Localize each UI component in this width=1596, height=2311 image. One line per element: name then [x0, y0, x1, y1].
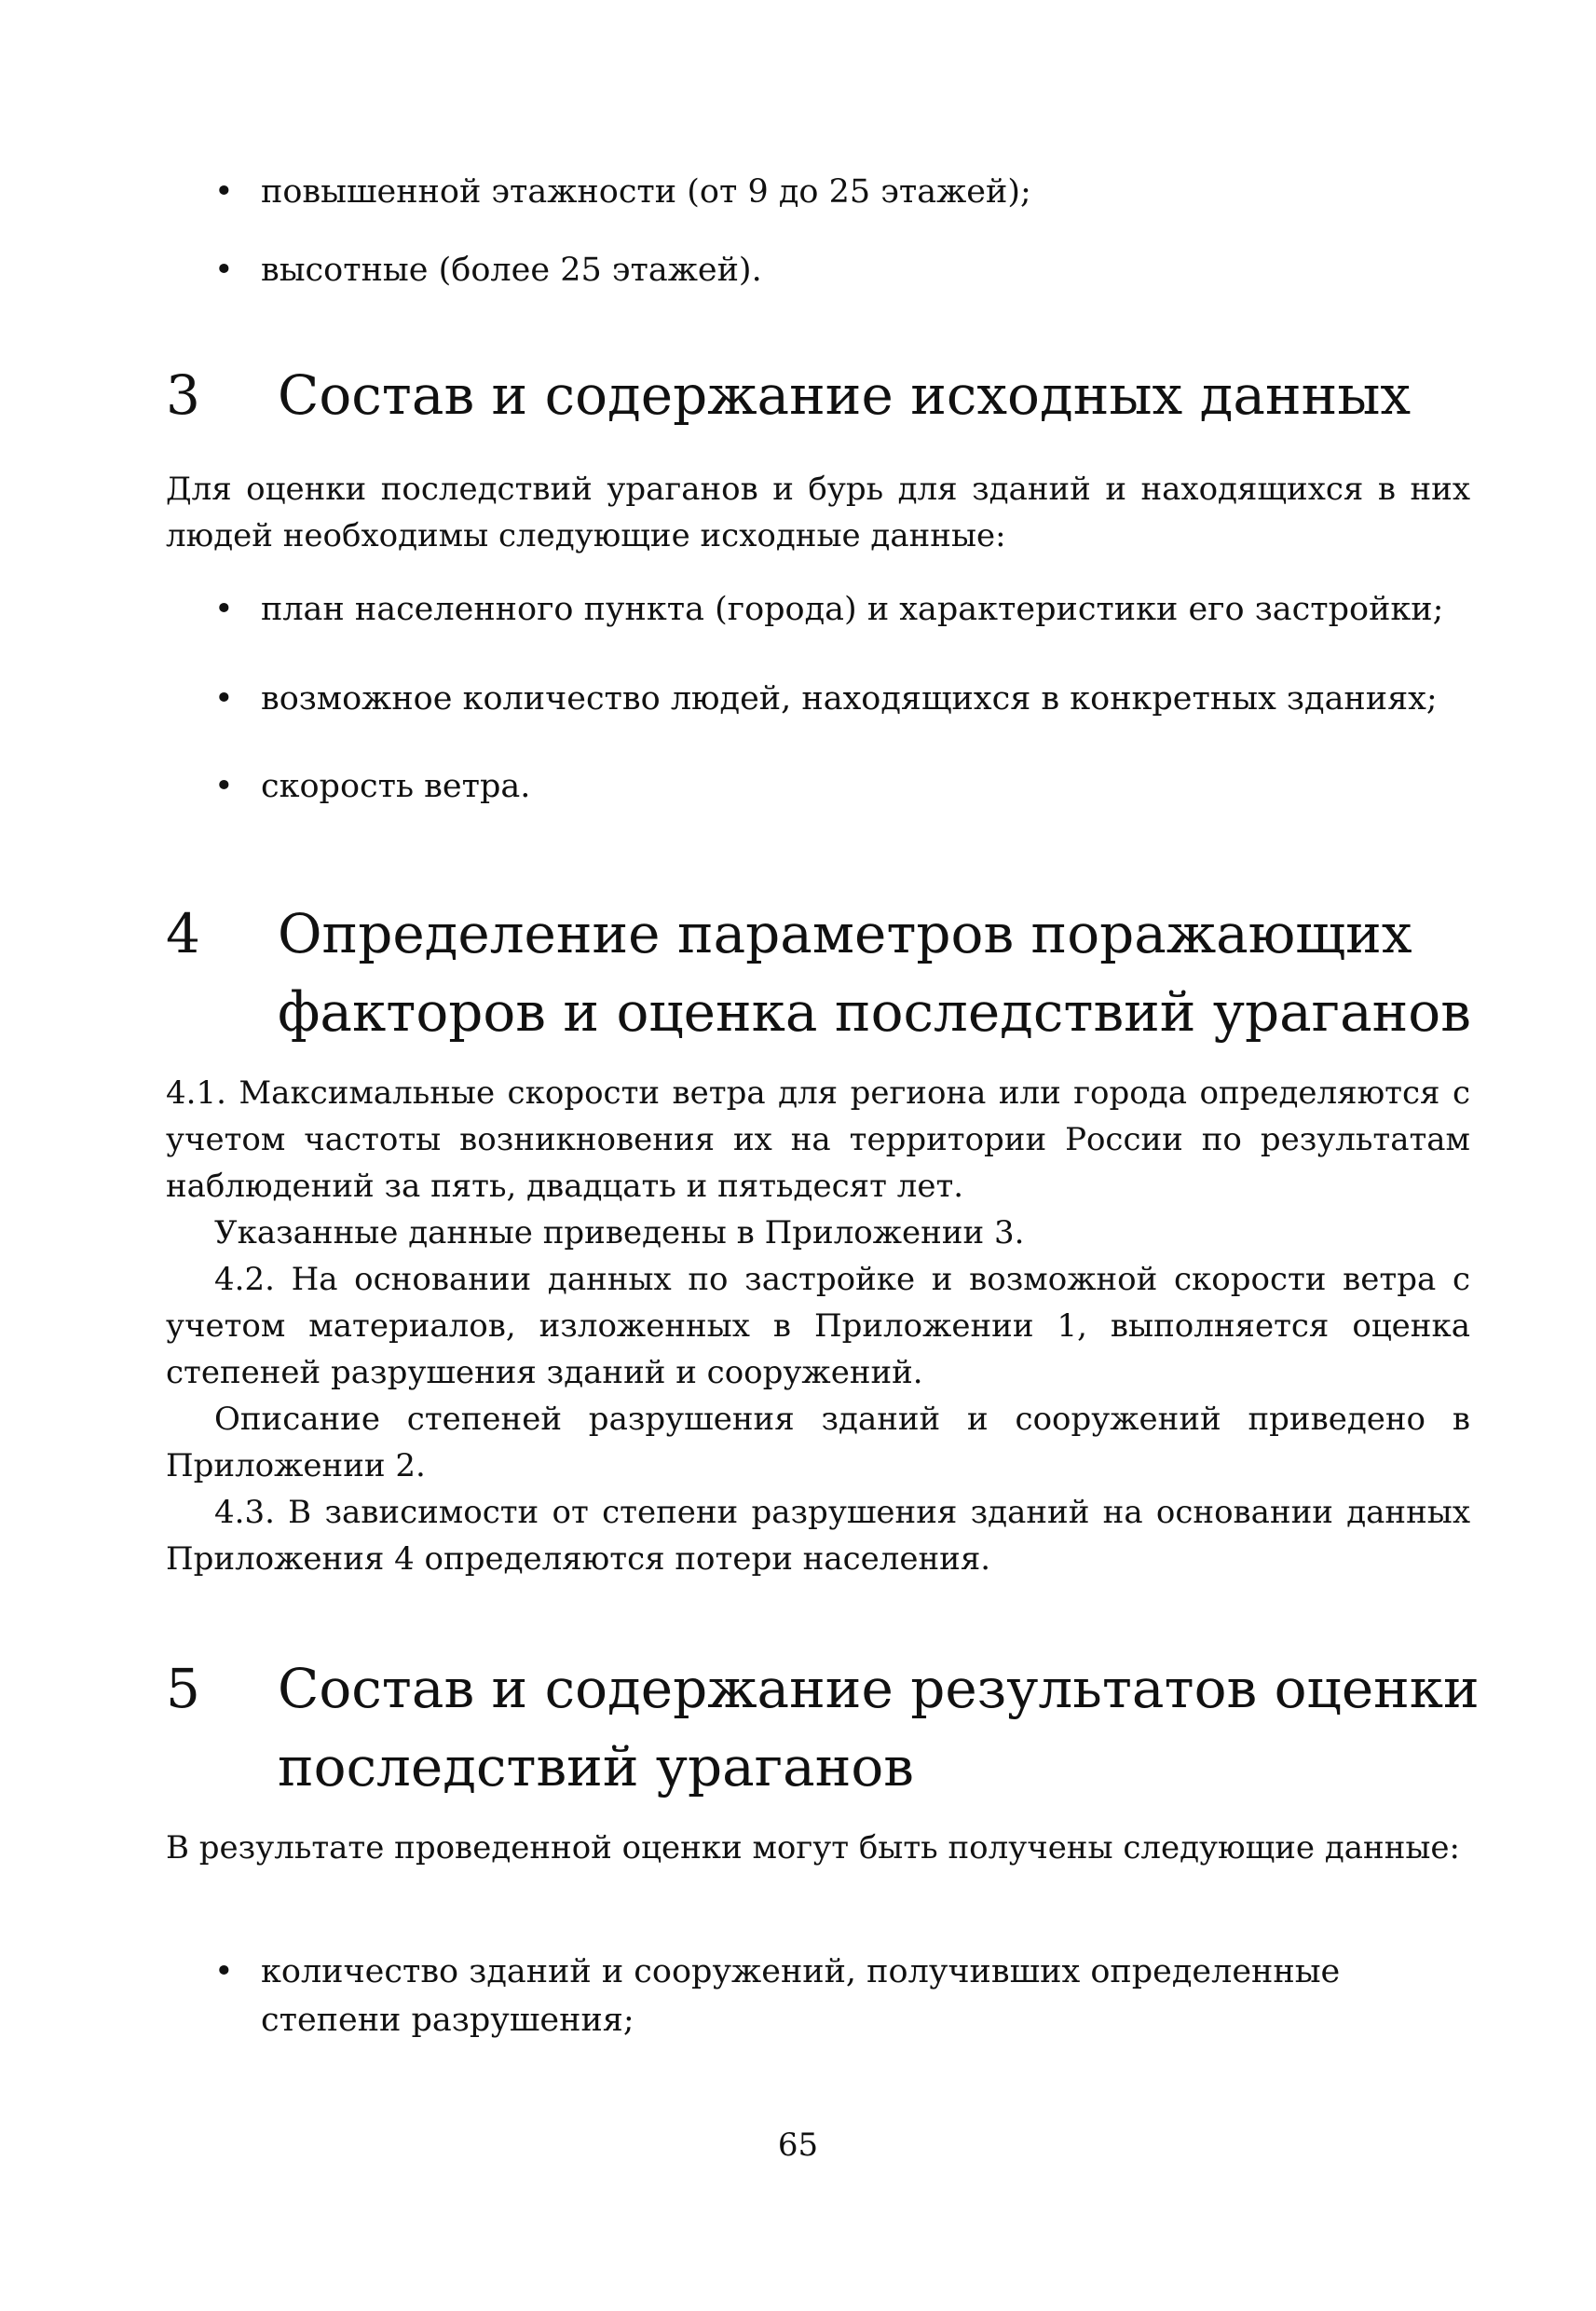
section-3-intro: Для оценки последствий ураганов и бурь для зданий и находящихся в них людей необходимы следующие исходные данные: [166, 471, 1470, 554]
section-title: Состав и содержание исходных данных [278, 363, 1412, 427]
page-number: 65 [777, 2126, 819, 2164]
section-number: 4 [166, 902, 200, 965]
building-height-list [214, 168, 1472, 294]
list-item: • количество зданий и сооружений, получивших определенные степени разрушения; [214, 1948, 1472, 2044]
section-4-heading [166, 895, 1489, 1051]
section-4-body [166, 1070, 1470, 1582]
results-list [214, 1948, 1472, 2044]
section-3-heading [166, 356, 1489, 434]
section-number: 5 [166, 1657, 200, 1720]
section-number: 3 [166, 363, 200, 427]
list-item: • возможное количество людей, находящихся в конкретных зданиях; [214, 675, 1472, 723]
list-item: • повышенной этажности (от 9 до 25 этажей); [214, 168, 1472, 216]
section-5-heading [166, 1649, 1489, 1806]
paragraph: 4.2. На основании данных по застройке и возможной скорости ветра с учетом материалов, изложенных в Приложении 1, выполняется оценка степеней разрушения зданий и сооружений. [166, 1261, 1470, 1391]
paragraph: 4.1. Максимальные скорости ветра для региона или города определяются с учетом частоты возникновения их на территории России по результатам наблюдений за пять, двадцать и пятьдесят лет. [166, 1074, 1470, 1205]
paragraph: 4.3. В зависимости от степени разрушения зданий на основании данных Приложения 4 определяются потери населения. [166, 1494, 1470, 1578]
paragraph: Описание степеней разрушения зданий и сооружений приведено в Приложении 2. [166, 1401, 1470, 1484]
section-title: Определение параметров поражающих факторов и оценка последствий ураганов [278, 902, 1471, 1044]
list-item: • скорость ветра. [214, 762, 1472, 811]
section-title: Состав и содержание результатов оценки последствий ураганов [278, 1657, 1480, 1798]
input-data-list [214, 585, 1472, 811]
paragraph: Указанные данные приведены в Приложении 3. [214, 1214, 1025, 1251]
list-item: • высотные (более 25 этажей). [214, 246, 1472, 294]
list-item: • план населенного пункта (города) и характеристики его застройки; [214, 585, 1472, 634]
section-5-intro: В результате проведенной оценки могут быть получены следующие данные: [166, 1829, 1461, 1867]
